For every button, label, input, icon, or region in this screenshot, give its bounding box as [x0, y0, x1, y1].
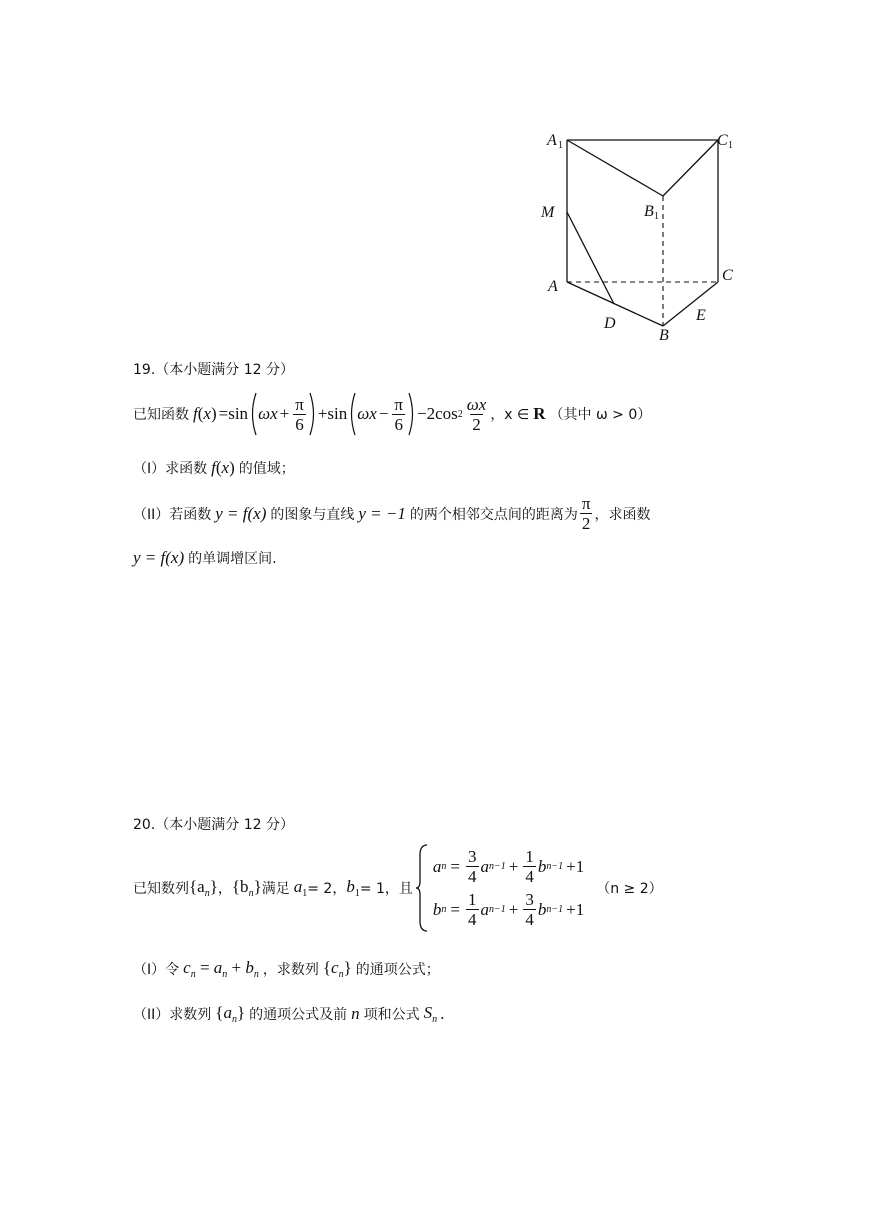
- q19-domain: ，x ∈: [490, 407, 530, 423]
- edge-b-c: [663, 282, 718, 326]
- label-d: D: [604, 315, 616, 332]
- q19-part2-cont: y = f(x) 的单调增区间.: [133, 548, 277, 567]
- label-b: B: [659, 327, 669, 344]
- label-b1-sub: 1: [654, 211, 659, 222]
- q20-part1: （I）令 $c_n = a_n + b_n$ ，求数列 $\{c_n\}$ 的通项公式；: [133, 958, 440, 980]
- q19-part1: （I）求函数 f(x) 的值域；: [133, 458, 295, 477]
- system-equations: a n = $\frac{3}{4}$ a n−1 + $\frac{1}{4}$ b n−1 +1 b n = $\frac{1}{4}$ a n−1 + $\frac{3}{4}$ b n−1 +1: [432, 847, 585, 929]
- label-a1-sub: 1: [558, 140, 563, 151]
- q20-n-condition: （n ≥ 2）: [596, 881, 663, 897]
- q20-part2: （II）求数列 $\{a_n\}$ 的通项公式及前 n 项和公式 $S_n$ .: [133, 1003, 445, 1025]
- q19-header: 19.（本小题满分 12 分）: [133, 362, 294, 378]
- q19-statement: [133, 392, 651, 436]
- q20-statement: 已知数列 $\{a_n\}$ ， $\{b_n\}$ 满足 $a_1$ = 2， $b_1$ = 1，且 a n = $\frac{3}{4}$ a n−1 + $\frac{1}{4}$ b n−1 +1 b n = $\frac{1}{4}$ a n−1 + $\frac{3}{4}$ b n−1 +1 （n ≥ 2）: [133, 842, 663, 934]
- q19-function: f ( x ) =sin ωx + $\frac{\pi}{6}$ +sin ωx − $\frac{\pi}{6}$ −2cos 2 $\frac{\omega x}{2}$: [193, 394, 487, 434]
- label-c: C: [722, 267, 733, 284]
- label-c1-sub: 1: [728, 140, 733, 151]
- label-b1: B: [644, 203, 654, 220]
- prism-figure: [530, 125, 750, 350]
- label-c1: C: [717, 132, 728, 149]
- label-e: E: [696, 307, 706, 324]
- label-a1: A: [547, 132, 557, 149]
- q19-intro: 已知函数: [133, 407, 189, 423]
- system-brace: [415, 843, 429, 933]
- label-a: A: [548, 278, 558, 295]
- edge-a1-b1: [567, 140, 663, 196]
- edge-b1-c1: [663, 140, 718, 196]
- label-m: M: [541, 204, 555, 221]
- q19-real-set: R: [533, 404, 546, 423]
- q19-part2: （II）若函数 y = f(x) 的图象与直线 y = −1 的两个相邻交点间的距离为 $\frac{\pi}{2}$ ，求函数: [133, 494, 651, 533]
- q19-condition: （其中 ω > 0）: [549, 407, 652, 423]
- q20-header: 20.（本小题满分 12 分）: [133, 817, 294, 833]
- segment-m-d: [567, 212, 614, 304]
